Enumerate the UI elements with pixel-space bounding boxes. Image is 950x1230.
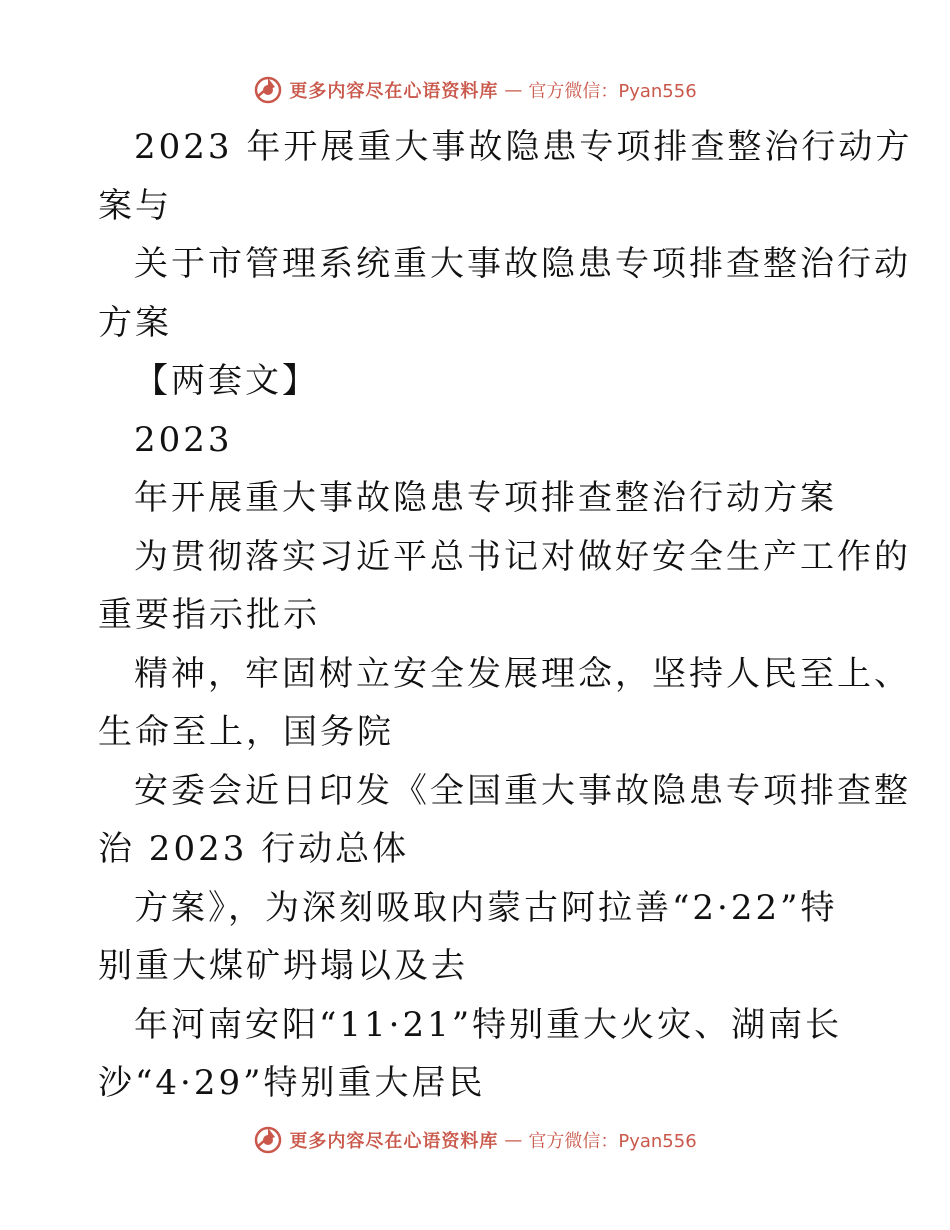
text-line: 沙“4·29”特别重大居民 — [98, 1063, 486, 1103]
watermark-text: 更多内容尽在心语资料库 — [289, 1131, 499, 1152]
text-line: 2023 — [134, 419, 233, 460]
logo-icon — [253, 1125, 283, 1155]
text-line: 关于市管理系统重大事故隐患专项排查整治行动 — [134, 244, 911, 284]
text-line: 别重大煤矿坍塌以及去 — [98, 946, 468, 986]
watermark-text: 更多内容尽在心语资料库 — [289, 81, 499, 102]
watermark-contact: 官方微信：Pyan556 — [528, 1131, 697, 1152]
text-line: 治 2023 行动总体 — [98, 829, 410, 869]
document-body — [98, 118, 913, 1113]
text-line: 案与 — [98, 185, 172, 226]
watermark-contact: 官方微信：Pyan556 — [528, 81, 697, 102]
header-watermark — [0, 72, 950, 108]
watermark-separator: — — [504, 1129, 523, 1151]
text-line: 【两套文】 — [134, 361, 319, 401]
text-line: 2023 年开展重大事故隐患专项排查整治行动方 — [134, 127, 913, 167]
logo-icon — [253, 75, 283, 105]
text-line: 重要指示批示 — [98, 595, 320, 635]
text-line: 精神，牢固树立安全发展理念，坚持人民至上、 — [134, 653, 911, 694]
text-line: 年开展重大事故隐患专项排查整治行动方案 — [134, 478, 837, 518]
text-line: 方案》，为深刻吸取内蒙古阿拉善“2·22”特 — [134, 887, 838, 928]
text-line: 安委会近日印发《全国重大事故隐患专项排查整 — [134, 770, 911, 811]
text-line: 方案 — [98, 302, 172, 343]
text-line: 年河南安阳“11·21”特别重大火灾、湖南长 — [134, 1004, 843, 1045]
text-line: 生命至上，国务院 — [98, 712, 394, 752]
text-line: 为贯彻落实习近平总书记对做好安全生产工作的 — [134, 536, 911, 577]
footer-watermark — [0, 1122, 950, 1158]
watermark-separator: — — [504, 79, 523, 101]
